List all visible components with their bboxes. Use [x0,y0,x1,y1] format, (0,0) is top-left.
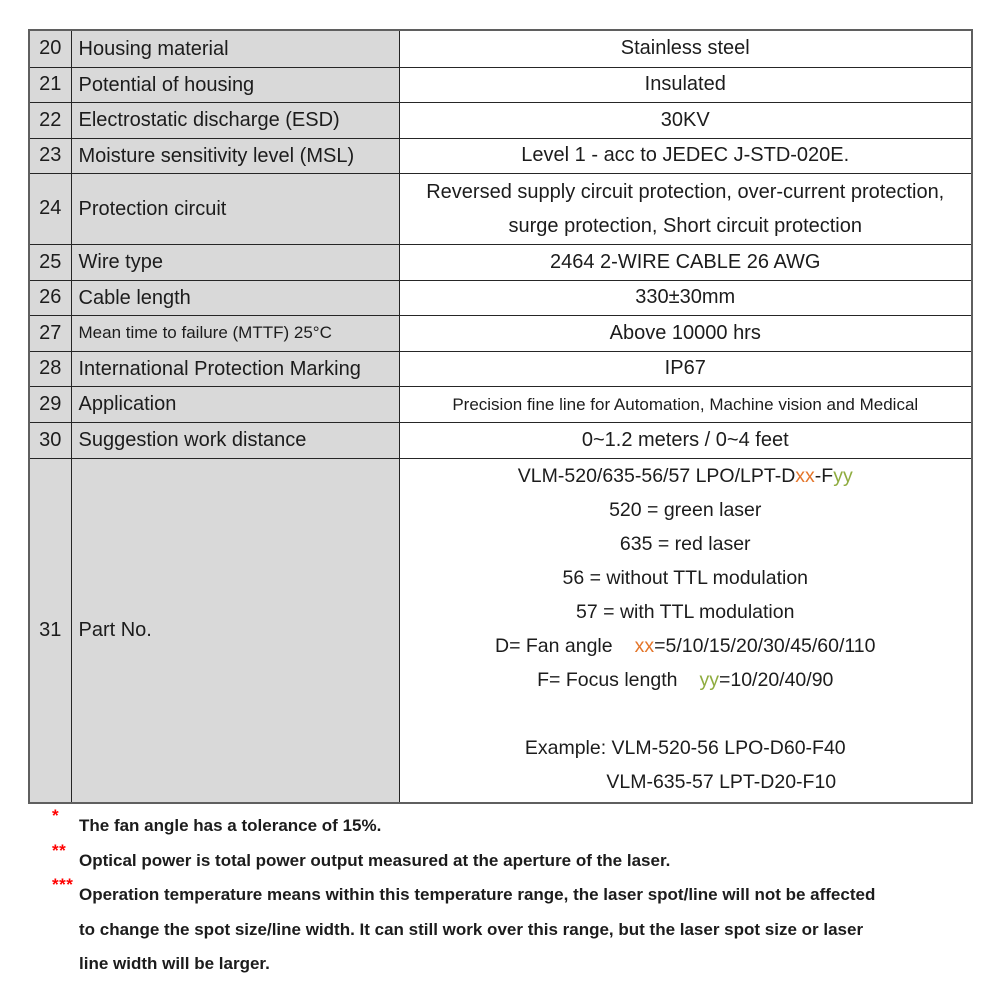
row-value: 30KV [399,102,972,138]
example-line-1: Example: VLM-520-56 LPO-D60-F40 [524,736,846,759]
asterisk-marker: *** [52,875,74,894]
table-row [29,102,972,138]
row-label: Potential of housing [71,67,399,102]
example-line-2: VLM-635-57 LPT-D20-F10 [606,770,837,793]
row-label: Moisture sensitivity level (MSL) [71,138,399,173]
table-row [29,173,972,244]
table-row [29,280,972,315]
row-value: Precision fine line for Automation, Machine vision and Medical [399,386,972,422]
row-value: Level 1 - acc to JEDEC J-STD-020E. [399,138,972,173]
footnote-fan-angle [52,806,987,844]
footnote-text: line width will be larger. [79,954,270,973]
row-value: 2464 2-WIRE CABLE 26 AWG [399,244,972,280]
row-value: Above 10000 hrs [399,315,972,351]
row-number: 30 [29,422,71,458]
specification-table [28,29,973,804]
part-format-mid: -F [814,464,834,487]
row-label: Part No. [71,458,399,803]
table-row-part-no [29,458,972,803]
row-value: Reversed supply circuit protection, over-current protection, surge protection, Short circuit protection [399,173,972,244]
focus-length-label: F= Focus length [537,668,678,691]
table-row [29,67,972,102]
part-no-legend-520: 520 = green laser [609,498,762,521]
row-number: 26 [29,280,71,315]
footnote-optical-power [52,840,987,879]
part-no-legend-635: 635 = red laser [619,532,751,555]
row-label: Wire type [71,244,399,280]
focus-length-code: yy [833,464,853,487]
row-label: Housing material [71,30,399,67]
row-value: 0~1.2 meters / 0~4 feet [399,422,972,458]
footnotes [52,806,987,982]
footnote-text: Optical power is total power output measured at the aperture of the laser. [79,850,671,870]
row-label: Mean time to failure (MTTF) 25°C [71,315,399,351]
table-row [29,315,972,351]
row-value: 330±30mm [399,280,972,315]
footnote-text: to change the spot size/line width. It can still work over this range, but the laser spot size or laser [79,919,864,939]
fan-angle-code: xx [634,634,655,657]
row-label: Suggestion work distance [71,422,399,458]
row-number: 23 [29,138,71,173]
focus-length-values: =10/20/40/90 [718,668,834,691]
part-format-prefix: VLM-520/635-56/57 LPO/LPT-D [517,464,796,487]
table-row [29,351,972,386]
table-row [29,386,972,422]
row-number: 20 [29,30,71,67]
spacer-line [403,697,969,731]
footnote-text: The fan angle has a tolerance of 15%. [79,816,382,835]
row-label: Electrostatic discharge (ESD) [71,102,399,138]
table-row [29,244,972,280]
row-label: Application [71,386,399,422]
part-no-format-line [403,459,969,493]
part-no-cell [399,458,972,803]
fan-angle-values: =5/10/15/20/30/45/60/110 [654,634,876,657]
row-value: IP67 [399,351,972,386]
part-no-legend-57: 57 = with TTL modulation [576,600,795,623]
row-label: Protection circuit [71,173,399,244]
row-number: 27 [29,315,71,351]
row-number: 29 [29,386,71,422]
row-number: 25 [29,244,71,280]
row-number: 24 [29,173,71,244]
fan-angle-label: D= Fan angle [494,634,613,657]
footnote-text: Operation temperature means within this temperature range, the laser spot/line will not be affected [79,885,876,904]
fan-angle-line [403,629,969,663]
table-row [29,138,972,173]
row-value: Insulated [399,67,972,102]
asterisk-marker: ** [52,840,67,860]
table-row [29,422,972,458]
table-row [29,30,972,67]
row-label: Cable length [71,280,399,315]
footnote-operation-temperature [52,875,987,982]
row-number: 31 [29,458,71,803]
row-label: International Protection Marking [71,351,399,386]
fan-angle-code: xx [795,464,815,487]
row-number: 21 [29,67,71,102]
focus-length-code: yy [699,668,719,691]
asterisk-marker: * [52,806,60,825]
part-no-legend-56: 56 = without TTL modulation [562,566,809,589]
focus-length-line [403,663,969,697]
row-number: 22 [29,102,71,138]
row-value: Stainless steel [399,30,972,67]
row-number: 28 [29,351,71,386]
